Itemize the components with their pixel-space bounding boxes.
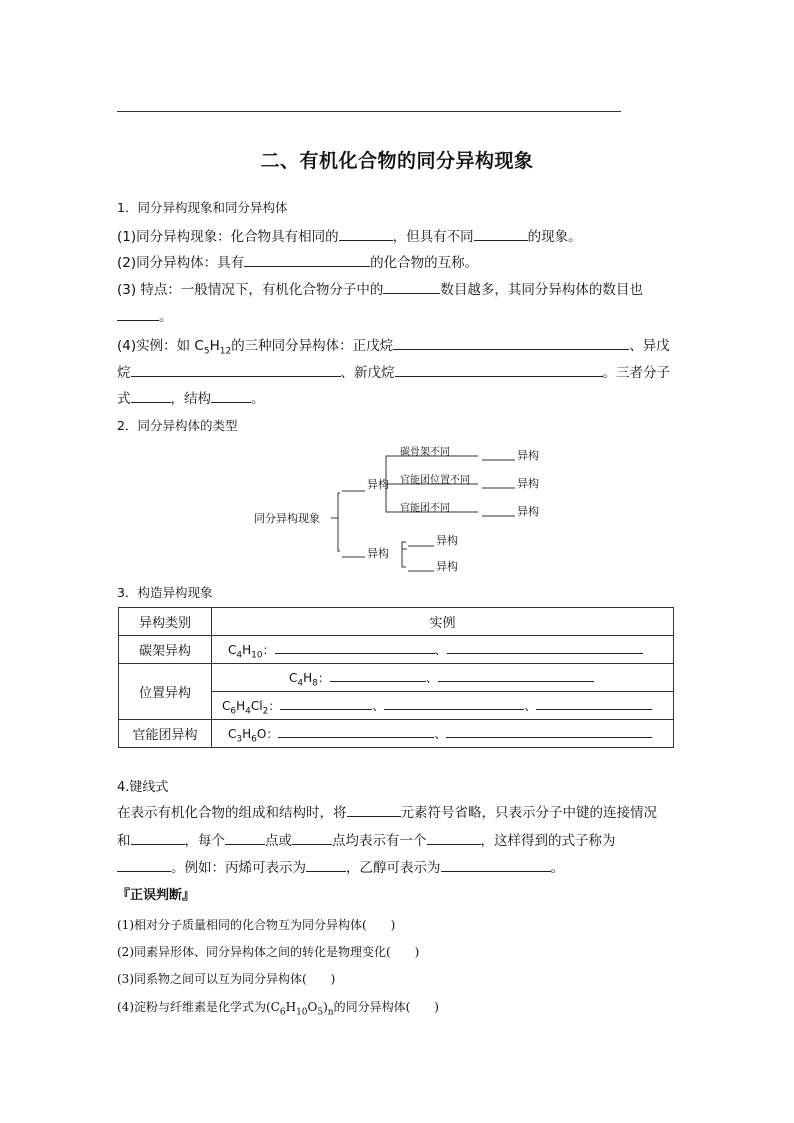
text: 。例如：丙烯可表示为 [171, 860, 306, 876]
tree-sub-2: 官能团位置不同 [400, 475, 470, 486]
tree-branch-1-label: 异构 [367, 478, 389, 491]
text: 的三种同分异构体：正戊烷 [231, 338, 394, 354]
blank-field[interactable] [211, 390, 251, 403]
text: ： [262, 643, 275, 657]
s1-line-7 [117, 387, 265, 407]
header-example: 实例 [212, 608, 674, 636]
text: 、 [434, 643, 447, 657]
subscript: 4 [297, 678, 304, 689]
blank-field[interactable] [395, 364, 603, 377]
judgement-3: (3)同系物之间可以互为同分异构体( ) [117, 972, 336, 986]
table-row [119, 636, 674, 664]
top-rule [117, 111, 621, 112]
s1-line-6 [117, 361, 670, 381]
text: 。 [251, 391, 265, 407]
row-example [212, 636, 674, 664]
text: 式 [117, 391, 131, 407]
page-title: 二、有机化合物的同分异构现象 [260, 150, 534, 172]
s1-line-2 [117, 251, 478, 271]
blank-field[interactable] [441, 859, 551, 872]
text: 烷 [117, 365, 131, 381]
subscript: 10 [296, 1007, 308, 1018]
blank-field[interactable] [278, 725, 434, 738]
blank-field[interactable] [536, 697, 652, 710]
text: (4)实例：如 C [117, 338, 204, 354]
isomer-examples-table [118, 607, 674, 748]
tree-leaf: 异构 [517, 477, 539, 490]
text: ： [268, 699, 281, 713]
judgement-2: (2)同素异形体、同分异构体之间的转化是物理变化( ) [117, 945, 420, 959]
row-example [212, 720, 674, 748]
text: (2)同分异构体：具有 [117, 255, 245, 271]
text: 、新戊烷 [340, 365, 395, 381]
text: O： [256, 727, 279, 741]
text: 点均表示有一个 [332, 833, 427, 849]
blank-field[interactable] [117, 308, 159, 321]
text: 和 [117, 833, 131, 849]
blank-field[interactable] [275, 641, 435, 654]
blank-field[interactable] [280, 697, 372, 710]
blank-field[interactable] [306, 859, 346, 872]
section-2-heading: 2．同分异构体的类型 [117, 418, 238, 433]
blank-field[interactable] [347, 804, 401, 817]
text: 的现象。 [527, 229, 582, 245]
text: 。 [550, 860, 564, 876]
text: 元素符号省略，只表示分子中键的连接情况 [400, 805, 657, 821]
text: ) [323, 1000, 328, 1014]
blank-field[interactable] [427, 832, 481, 845]
blank-field[interactable] [384, 697, 524, 710]
text: C [228, 727, 237, 741]
blank-field[interactable] [131, 832, 185, 845]
judgement-1: (1)相对分子质量相同的化合物互为同分异构体( ) [117, 918, 396, 932]
blank-field[interactable] [393, 337, 629, 350]
text: (1)同分异构现象：化合物具有相同的 [117, 229, 339, 245]
text: C [222, 699, 231, 713]
s1-line-5 [117, 334, 670, 357]
s4-line-2 [117, 829, 616, 849]
text: 、 [434, 727, 447, 741]
s4-line-1 [117, 801, 657, 821]
subscript: 6 [230, 706, 237, 717]
text: ，但具有不同 [392, 229, 474, 245]
text: 。 [159, 309, 173, 325]
branch-2-brace [402, 542, 407, 567]
section-1-heading: 1．同分异构现象和同分异构体 [117, 200, 288, 215]
text: 、异戊 [629, 338, 670, 354]
subscript: 5 [203, 346, 210, 357]
judgement-4 [117, 998, 439, 1018]
text: H [303, 671, 313, 685]
tree-leaf: 异构 [436, 560, 458, 573]
blank-field[interactable] [117, 859, 171, 872]
blank-field[interactable] [446, 725, 652, 738]
root-brace [331, 493, 340, 551]
isomer-tree-diagram [240, 438, 570, 578]
tree-leaf: 异构 [517, 505, 539, 518]
section-4-heading: 4.键线式 [117, 780, 169, 795]
table-row [119, 720, 674, 748]
subscript: 8 [312, 678, 318, 689]
header-category: 异构类别 [119, 608, 212, 636]
tree-sub-3: 官能团不同 [400, 503, 450, 514]
text: H [242, 727, 252, 741]
blank-field[interactable] [330, 669, 426, 682]
tree-leaf: 异构 [436, 534, 458, 547]
blank-field[interactable] [131, 390, 171, 403]
text: 在表示有机化合物的组成和结构时，将 [117, 805, 347, 821]
text: H [242, 643, 252, 657]
subscript: 4 [245, 706, 251, 717]
row-label: 碳架异构 [119, 636, 212, 664]
text: 点或 [265, 833, 292, 849]
subscript: 6 [251, 734, 257, 745]
text: H [236, 699, 246, 713]
text: ： [317, 671, 330, 685]
text: ，每个 [184, 833, 225, 849]
text: ，乙醇可表示为 [346, 860, 441, 876]
text: 、 [524, 699, 537, 713]
subscript: 2 [262, 706, 269, 717]
text: 的化合物的互称。 [370, 255, 479, 271]
subscript: 10 [251, 650, 263, 661]
table-row [119, 664, 674, 692]
text: C [228, 643, 237, 657]
text: ，结构 [170, 391, 211, 407]
blank-field[interactable] [225, 832, 265, 845]
blank-field[interactable] [131, 364, 341, 377]
text: 数目越多，其同分异构体的数目也 [440, 282, 643, 298]
tree-branch-2-label: 异构 [367, 547, 389, 560]
tree-sub-1: 碳骨架不同 [400, 447, 450, 458]
blank-field[interactable] [383, 281, 440, 294]
subscript: 12 [219, 346, 232, 357]
row-example [212, 664, 674, 692]
text: (4)淀粉与纤维素是化学式为(C [117, 1000, 280, 1014]
blank-field[interactable] [474, 228, 528, 241]
text: 的同分异构体( ) [333, 1000, 439, 1014]
subscript: n [327, 1007, 334, 1018]
subscript: 5 [317, 1007, 324, 1018]
blank-field[interactable] [292, 832, 332, 845]
blank-field[interactable] [244, 254, 370, 267]
text: 、 [425, 671, 438, 685]
text: H [285, 1000, 297, 1014]
text: C [289, 671, 298, 685]
text: (3) 特点：一般情况下，有机化合物分子中的 [117, 282, 384, 298]
tree-leaf: 异构 [517, 449, 539, 462]
text: 、 [372, 699, 385, 713]
s4-line-3 [117, 856, 564, 876]
s1-line-4 [117, 305, 173, 325]
s1-line-1 [117, 225, 582, 245]
s1-line-3 [117, 278, 643, 298]
table-header-row [119, 608, 674, 636]
section-5-heading: 『正误判断』 [117, 888, 196, 903]
blank-field[interactable] [438, 669, 594, 682]
tree-root-label: 同分异构现象 [254, 512, 320, 525]
row-label: 位置异构 [119, 664, 212, 720]
text: O [307, 1000, 318, 1014]
text: 。三者分子 [602, 365, 670, 381]
blank-field[interactable] [447, 641, 643, 654]
text: Cl [250, 699, 263, 713]
subscript: 4 [236, 650, 243, 661]
subscript: 3 [236, 734, 243, 745]
blank-field[interactable] [339, 228, 393, 241]
subscript: 6 [279, 1007, 286, 1018]
section-3-heading: 3．构造异构现象 [117, 585, 213, 600]
text: H [209, 338, 220, 354]
row-label: 官能团异构 [119, 720, 212, 748]
row-example [212, 692, 674, 720]
text: ，这样得到的式子称为 [480, 833, 616, 849]
